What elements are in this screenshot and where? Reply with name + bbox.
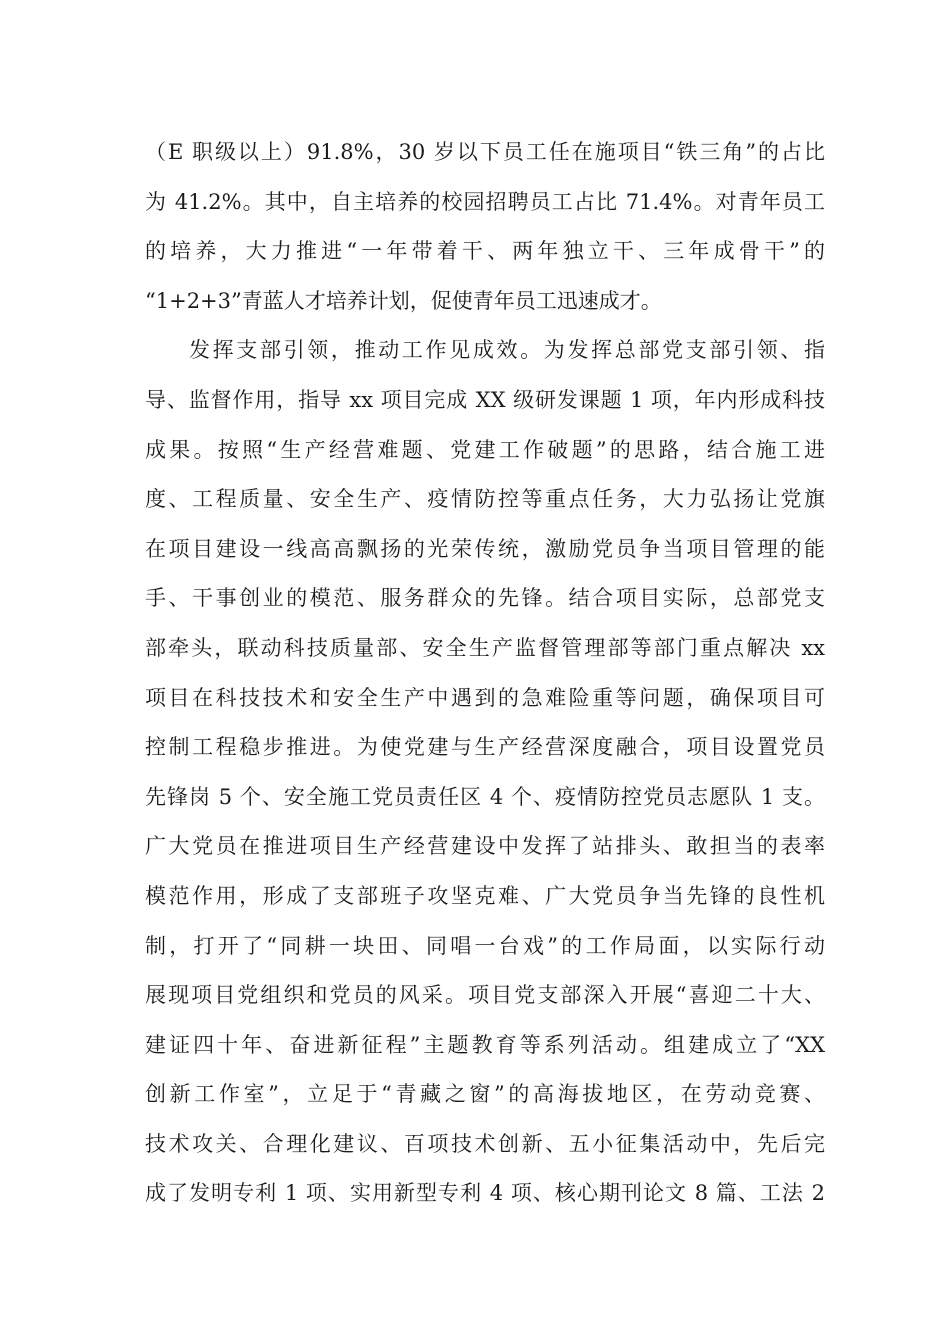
- text-line: 导、监督作用，指导 xx 项目完成 XX 级研发课题 1 项，年内形成科技: [145, 387, 825, 412]
- text-line: 成了发明专利 1 项、实用新型专利 4 项、核心期刊论文 8 篇、工法 2: [145, 1181, 825, 1206]
- text-line: （E 职级以上）91.8%，30 岁以下员工任在施项目“铁三角”的占比: [145, 140, 825, 164]
- text-line: “1+2+3”青蓝人才培养计划，促使青年员工迅速成才。: [145, 288, 662, 313]
- text-line: 为 41.2%。其中，自主培养的校园招聘员工占比 71.4%。对青年员工: [145, 189, 825, 214]
- text-line: 模范作用，形成了支部班子攻坚克难、广大党员争当先锋的良性机: [145, 883, 825, 908]
- text-line: 度、工程质量、安全生产、疫情防控等重点任务，大力弘扬让党旗: [145, 487, 825, 512]
- text-line: 制，打开了“同耕一块田、同唱一台戏”的工作局面，以实际行动: [145, 933, 825, 958]
- text-line: 在项目建设一线高高飘扬的光荣传统，激励党员争当项目管理的能: [145, 536, 825, 561]
- text-line: 创新工作室”，立足于“青藏之窗”的高海拔地区，在劳动竞赛、: [145, 1082, 825, 1107]
- text-line: 项目在科技技术和安全生产中遇到的急难险重等问题，确保项目可: [145, 685, 825, 710]
- text-line: 发挥支部引领，推动工作见成效。为发挥总部党支部引领、指: [189, 338, 825, 363]
- text-line: 成果。按照“生产经营难题、党建工作破题”的思路，结合施工进: [145, 437, 825, 462]
- text-line: 部牵头，联动科技质量部、安全生产监督管理部等部门重点解决 xx: [145, 635, 825, 660]
- text-line: 技术攻关、合理化建议、百项技术创新、五小征集活动中，先后完: [145, 1131, 825, 1156]
- paragraph-youth-training: [145, 128, 825, 326]
- text-line: 控制工程稳步推进。为使党建与生产经营深度融合，项目设置党员: [145, 735, 825, 760]
- text-line: 广大党员在推进项目生产经营建设中发挥了站排头、敢担当的表率: [145, 834, 825, 859]
- text-line: 先锋岗 5 个、安全施工党员责任区 4 个、疫情防控党员志愿队 1 支。: [145, 784, 825, 809]
- text-line: 手、干事创业的模范、服务群众的先锋。结合项目实际，总部党支: [145, 586, 825, 611]
- text-line: 的培养，大力推进“一年带着干、两年独立干、三年成骨干”的: [145, 239, 825, 264]
- document-body: [145, 128, 825, 1219]
- text-line: 展现项目党组织和党员的风采。项目党支部深入开展“喜迎二十大、: [145, 983, 825, 1008]
- paragraph-branch-leadership: [145, 326, 825, 1219]
- text-line: 建证四十年、奋进新征程”主题教育等系列活动。组建成立了“XX: [145, 1032, 825, 1057]
